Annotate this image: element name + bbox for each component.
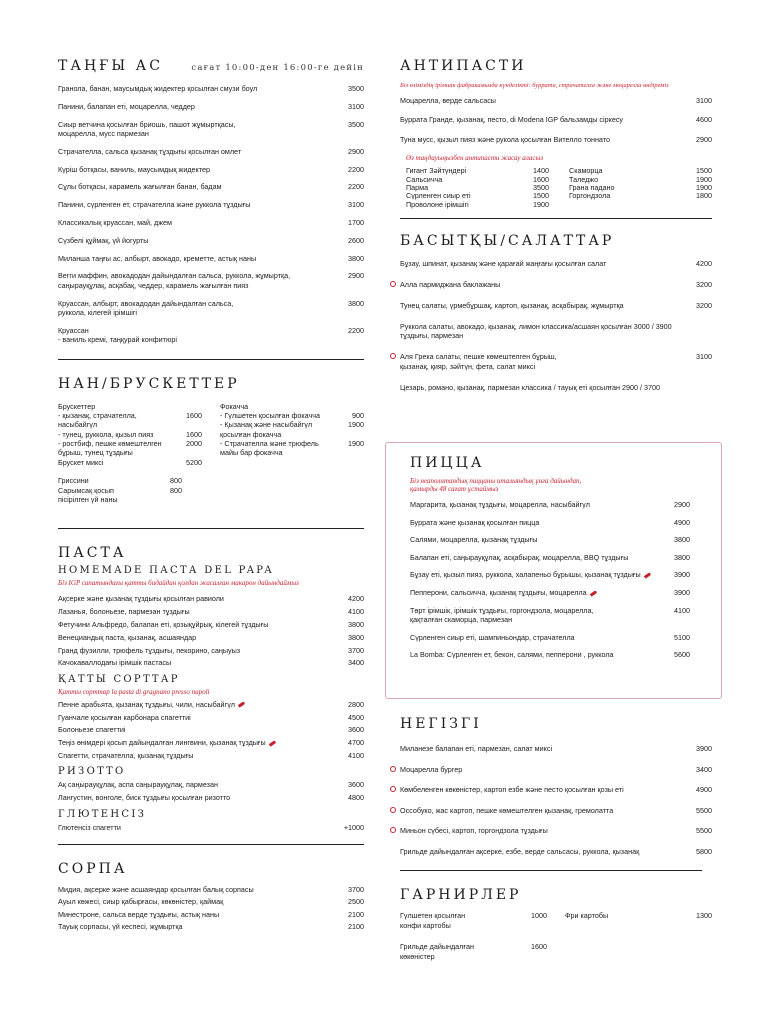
item-price: 3200	[696, 301, 712, 311]
list-item	[400, 115, 712, 124]
focaccia-title: Фокачча	[220, 401, 249, 411]
divider	[58, 844, 364, 845]
item-price: 4100	[674, 605, 690, 615]
sides-grid	[400, 911, 712, 973]
item-name: Лазанья, болоньезе, пармезан тұздығы	[58, 607, 190, 617]
item-name: Панини, балапан еті, моцарелла, чеддер	[58, 101, 195, 111]
list-item	[58, 254, 364, 263]
item-name: Пепперони, сальсичча, қызанақ тұздығы, моцарелла	[410, 588, 674, 597]
antipasti-list	[400, 96, 712, 144]
item-price: 2900	[348, 271, 364, 281]
breakfast-hours: сағат 10:00-ден 16:00-ге дейін	[191, 63, 364, 73]
item-name: Круассан - ваниль кремі, таңқурай конфитюрі	[58, 325, 177, 345]
item-name: Ақсерке және қызанақ тұздығы қосылған равиоли	[58, 594, 224, 604]
signature-mark-icon	[390, 353, 396, 359]
item-price: 4700	[348, 738, 364, 748]
pizza-title: ПИЦЦА	[410, 455, 485, 471]
item-name: Парма	[406, 183, 429, 193]
item-name: Лангустин, вонголе, биск тұздығы қосылған ризотто	[58, 793, 231, 803]
list-item	[58, 200, 364, 209]
item-name: Руккола салаты, авокадо, қызанақ, лимон классика/асшаян қосылған 3000 / 3900 тұздығы, пармезан	[400, 321, 672, 341]
item-name: - қызанақ, страчателла, насыбайгүл	[58, 410, 137, 430]
item-price: 3800	[674, 535, 690, 545]
list-item	[400, 942, 547, 961]
list-item	[58, 823, 364, 832]
item-price: 800	[170, 485, 182, 495]
item-price: 2200	[348, 164, 364, 174]
list-item	[410, 535, 690, 544]
list-item	[58, 700, 364, 709]
list-item	[58, 646, 364, 655]
list-item	[220, 420, 364, 439]
list-item	[400, 259, 712, 268]
list-item	[400, 280, 712, 289]
list-item	[410, 553, 690, 562]
divider	[400, 218, 712, 219]
list-item	[58, 620, 364, 629]
item-name: Сиыр ветчина қосылған бриошь, пашот жұмыртқасы, моцарелла, мусс пармезан	[58, 119, 236, 138]
antipasti-title: АНТИПАСТИ	[400, 58, 527, 74]
item-name: Гигант Зәйтүндері	[406, 166, 467, 176]
item-name: Болоньезе спагеттиі	[58, 725, 126, 735]
list-item	[400, 826, 712, 835]
sides-section	[400, 887, 712, 973]
list-item	[58, 793, 364, 802]
list-item	[58, 271, 364, 290]
item-price: 3100	[348, 200, 364, 210]
item-name: Салями, моцарелла, қызанақ тұздығы	[410, 535, 538, 545]
list-item	[58, 299, 364, 318]
item-price: 4900	[674, 517, 690, 527]
pizza-note-2: қамырды 48 сағат ұстаймыз	[410, 485, 499, 493]
item-name: Маргарита, қызанақ тұздығы, моцарелла, насыбайгүл	[410, 500, 590, 509]
list-item	[58, 326, 364, 345]
item-price: 4200	[348, 594, 364, 604]
item-price: 3700	[348, 645, 364, 655]
item-name: Грильде дайындалған көкөністер	[400, 942, 474, 961]
list-item	[410, 518, 690, 527]
item-price: 4200	[696, 259, 712, 269]
item-price: 3800	[348, 620, 364, 630]
item-price: 1900	[348, 439, 364, 449]
list-item	[400, 135, 712, 144]
bread-section	[58, 376, 364, 505]
list-item	[400, 301, 712, 310]
mains-title: НЕГІЗГІ	[400, 716, 482, 732]
soup-title: СОРПА	[58, 861, 128, 878]
item-price: 3700	[348, 885, 364, 895]
list-item	[58, 218, 364, 227]
item-name: Грана падано	[569, 183, 615, 193]
item-name: Вегги маффин, авокадодан дайындалған сальса, руккола, жұмыртқа, саңырауқұлақ, асқабақ, чеддер, карамель жағылған пияз	[58, 271, 291, 290]
list-item	[400, 322, 712, 341]
list-item	[58, 885, 364, 894]
item-name: Цезарь, романо, қызанақ, пармезан классика / тауық еті қосылған 2900 / 3700	[400, 382, 660, 392]
item-price: 3900	[696, 744, 712, 753]
list-item	[58, 780, 364, 789]
item-price: 1600	[533, 174, 549, 184]
focaccia-list	[220, 411, 364, 458]
pasta-title: ПАСТА	[58, 545, 127, 562]
list-item	[58, 439, 202, 458]
item-name: Скаморца	[569, 166, 603, 176]
item-price: 3500	[348, 119, 364, 129]
item-name: - Қызанақ және насыбайгүл қосылған фокачча	[220, 420, 313, 439]
item-price: 1900	[533, 199, 549, 209]
bruschetta-list	[58, 411, 202, 467]
list-item	[58, 120, 364, 139]
pizza-frame	[385, 442, 722, 699]
item-price: 3100	[696, 352, 712, 362]
item-price: +1000	[343, 822, 364, 832]
item-name: - тунец, руккола, қызыл пияз	[58, 429, 154, 439]
item-price: 5100	[674, 632, 690, 642]
item-name: Качокаваллодағы ірімшік пастасы	[58, 658, 172, 668]
homemade-list	[58, 594, 364, 667]
breakfast-title: ТАҢҒЫ АС	[58, 58, 163, 74]
chili-pepper-icon	[589, 590, 596, 596]
item-price: 5500	[696, 805, 712, 815]
list-item	[400, 806, 712, 815]
item-price: 3100	[696, 96, 712, 105]
item-name: Моцарелла, верде сальсасы	[400, 96, 496, 105]
item-price: 1300	[696, 911, 712, 921]
gluten-list	[58, 823, 364, 832]
item-price: 3900	[674, 587, 690, 597]
item-name: Аля Грека салаты, пешке көмештелген бұрыш, қызанақ, қияр, зәйтүн, фета, салат миксі	[400, 352, 557, 371]
signature-mark-icon	[390, 766, 396, 772]
item-name: Гриссини	[58, 476, 89, 486]
pizza-note: Біз неаполитандық пиццаны итальяндық ұнға дайындап,	[410, 477, 582, 485]
item-name: Балапан еті, саңырауқұлақ, асқабырақ, моцарелла, BBQ тұздығы	[410, 552, 629, 562]
item-name: Венециандық паста, қызанақ, асшаяндар	[58, 632, 197, 642]
list-item	[400, 847, 712, 856]
item-price: 4100	[348, 607, 364, 617]
item-price: 2200	[348, 182, 364, 192]
list-item	[410, 606, 690, 625]
breakfast-section	[58, 58, 364, 345]
signature-mark-icon	[390, 827, 396, 833]
soup-list	[58, 885, 364, 932]
item-name: Теңіз өнімдері қосып дайындалған лингвини, қызанақ тұздығы	[58, 738, 348, 747]
list-item	[220, 439, 364, 458]
item-price: 1500	[533, 191, 549, 201]
item-name: Пенне арабьята, қызанақ тұздығы, чили, насыбайгүл	[58, 700, 348, 709]
pasta-section	[58, 545, 364, 832]
item-name: Сүзбелі құймақ, үй йогурты	[58, 235, 149, 245]
list-item	[58, 922, 364, 931]
item-name: Гранола, банан, маусымдық жидектер қосылған смузи боул	[58, 84, 258, 93]
item-price: 2000	[186, 439, 202, 449]
list-item	[58, 607, 364, 616]
item-name: Алла пармиджана баклажаны	[400, 280, 501, 290]
sides-left-list	[400, 911, 565, 973]
item-price: 3500	[533, 183, 549, 193]
item-name: Фетучини Альфредо, балапан еті, қозықұйрық, кілегей тұздығы	[58, 620, 269, 630]
list-item	[410, 500, 690, 509]
item-name: Сарымсақ қосып пісірілген үй наны	[58, 485, 118, 505]
item-name: Фри картобы	[565, 911, 609, 921]
list-item	[565, 911, 712, 920]
custom-left-list	[406, 166, 569, 208]
item-price: 2500	[348, 897, 364, 907]
item-name: Минестроне, сальса верде тұздығы, астық наны	[58, 909, 220, 919]
antipasti-note: Біз өзіміздің ірімшік фабрикамызда күнделікті: буррата, страчателла және моцарелла өндіреміз	[400, 82, 669, 89]
list-item	[58, 147, 364, 156]
item-name: Оссобуко, жас картоп, пешке көмештелген қызанақ, гремолатта	[400, 805, 614, 815]
item-name: Бұзау, шпинат, қызанақ және қарағай жаңғағы қосылған салат	[400, 259, 607, 269]
item-name: Горгондзола	[569, 191, 611, 201]
list-item	[58, 236, 364, 245]
item-price: 2800	[348, 699, 364, 709]
list-item	[58, 751, 364, 760]
item-price: 3800	[348, 298, 364, 308]
signature-mark-icon	[390, 807, 396, 813]
pizza-list	[410, 500, 690, 660]
hard-list	[58, 700, 364, 761]
item-name: Буррата Гранде, қызанақ, песто, di Modena IGP бальзамды сіркесу	[400, 115, 624, 125]
item-name: Ауыл көжесі, сиыр қабырғасы, көкөністер, қаймақ	[58, 897, 224, 907]
risotto-title: РИЗОТТО	[58, 766, 126, 778]
list-item	[58, 458, 202, 467]
salads-list	[400, 259, 712, 392]
item-price: 5200	[186, 457, 202, 467]
list-item	[58, 897, 364, 906]
item-name: Туна мусс, қызыл пияз және рукола қосылған Вителло тоннато	[400, 134, 610, 144]
item-price: 1500	[696, 166, 712, 176]
item-price: 2900	[696, 134, 712, 144]
antipasti-section	[400, 58, 712, 208]
item-price: 4800	[348, 793, 364, 803]
item-price: 3800	[674, 552, 690, 562]
list-item	[58, 713, 364, 722]
item-name: Көмбеленген көкөністер, картоп езбе және песто қосылған қозы еті	[400, 785, 624, 795]
item-name: La Bomba: Сүрленген ет, бекон, салями, пепперони , руккола	[410, 650, 614, 660]
item-price: 2900	[348, 146, 364, 156]
custom-note: Өз таңдауыңызбен антипасти жасау аласыз	[406, 154, 544, 163]
list-item	[410, 633, 690, 642]
item-name: Сальсичча	[406, 174, 443, 184]
risotto-list	[58, 780, 364, 802]
signature-mark-icon	[390, 786, 396, 792]
item-name: Страчателла, сальса қызанақ тұздығы қосылған омлет	[58, 146, 242, 156]
left-column	[58, 58, 364, 935]
item-name: Грильде дайындалған ақсерке, езбе, верде сальсасы, руккола, қызанақ	[400, 846, 640, 856]
list-item	[400, 785, 712, 794]
soup-section	[58, 861, 364, 932]
list-item	[58, 476, 182, 485]
breakfast-list	[58, 84, 364, 345]
item-price: 1600	[186, 410, 202, 420]
list-item	[58, 725, 364, 734]
focaccia-block	[220, 402, 364, 505]
item-price: 3500	[348, 84, 364, 93]
list-item	[410, 570, 690, 579]
item-name: - Гүлшетен қосылған фокачча	[220, 410, 320, 420]
item-price: 1900	[696, 183, 712, 193]
list-item	[58, 430, 202, 439]
list-item	[400, 352, 712, 371]
homemade-title: HOMEMADE ПАСТА DEL PAPA	[58, 565, 274, 577]
item-price: 5800	[696, 846, 712, 856]
divider	[400, 870, 702, 871]
custom-right-list	[569, 166, 712, 208]
item-price: 800	[170, 476, 182, 486]
list-item	[58, 738, 364, 747]
item-name: Гранд фузилли, трюфель тұздығы, пекорино, саңыуыз	[58, 645, 241, 655]
item-name: Спагетти, страчателла, қызанақ тұздығы	[58, 751, 194, 761]
item-price: 3100	[348, 101, 364, 111]
item-name: Брускет миксі	[58, 457, 104, 467]
item-name: Классикалық круассан, май, джем	[58, 217, 172, 227]
list-item	[400, 383, 712, 392]
item-price: 900	[352, 410, 364, 420]
item-price: 4100	[348, 751, 364, 761]
list-item	[58, 910, 364, 919]
bread-title: НАН/БРУСКЕТТЕР	[58, 375, 240, 392]
item-price: 3600	[348, 780, 364, 790]
bread-grid	[58, 402, 364, 505]
item-name: Бұзау еті, қызыл пияз, руккола, халапеньо бұрышы, қызанақ тұздығы	[410, 570, 674, 579]
list-item	[58, 411, 202, 430]
bruschetta-block	[58, 402, 220, 505]
item-price: 3400	[696, 764, 712, 774]
item-price: 1600	[186, 429, 202, 439]
item-price: 2100	[348, 922, 364, 932]
right-column	[400, 58, 712, 404]
item-name: Сүрленген сиыр еті	[406, 191, 471, 201]
item-name: Глютенсіз спагетти	[58, 822, 121, 832]
item-name: Миньон сүбесі, картоп, горгондзола тұздығы	[400, 826, 548, 836]
chili-pepper-icon	[238, 702, 245, 708]
item-name: Миланша таңғы ас, албырт, авокадо, креметте, астық наны	[58, 253, 257, 263]
item-price: 5600	[674, 650, 690, 660]
chili-pepper-icon	[269, 740, 276, 746]
item-name: Төрт ірімшік, ірімшік тұздығы, горгондзола, моцарелла, қақталған скаморца, пармезан	[410, 605, 594, 624]
sides-title: ГАРНИРЛЕР	[400, 887, 522, 904]
list-item	[400, 765, 712, 774]
item-name: Сүрленген сиыр еті, шампиньондар, страчателла	[410, 632, 575, 642]
item-price: 3200	[696, 280, 712, 290]
item-price: 3900	[674, 570, 690, 580]
item-price: 2100	[348, 909, 364, 919]
item-name: - Страчателла және трюфель майы бар фокачча	[220, 439, 319, 458]
item-name: Миланезе балапан еті, пармезан, салат миксі	[400, 744, 553, 753]
item-price: 2200	[348, 325, 364, 335]
item-price: 5500	[696, 826, 712, 836]
item-name: Таледжо	[569, 174, 599, 184]
item-name: Проволоне ірімшігі	[406, 199, 469, 209]
item-price: 3800	[348, 253, 364, 263]
item-price: 4900	[696, 785, 712, 795]
item-name: Гүлшетен қосылған конфи картобы	[400, 911, 466, 930]
list-item	[58, 594, 364, 603]
salads-section	[400, 233, 712, 392]
item-price: 2900	[674, 500, 690, 509]
item-name: Тауық сорпасы, үй кеспесі, жұмыртқа	[58, 922, 183, 932]
chili-pepper-icon	[643, 572, 650, 578]
list-item	[58, 84, 364, 93]
salads-title: БАСЫТҚЫ/САЛАТТАР	[400, 233, 615, 250]
item-name: Мидия, ақсерке және асшаяндар қосылған балық сорпасы	[58, 885, 254, 895]
item-price: 1400	[533, 166, 549, 176]
pizza-section	[410, 455, 690, 668]
hard-title: ҚАТТЫ СОРТТАР	[58, 673, 180, 685]
item-price: 1000	[531, 911, 547, 921]
list-item	[220, 411, 364, 420]
item-name: Күріш ботқасы, ваниль, маусымдық жидектер	[58, 164, 210, 174]
item-price: 4600	[696, 115, 712, 125]
list-item	[406, 200, 549, 209]
list-item	[400, 96, 712, 105]
item-price: 1900	[348, 420, 364, 430]
homemade-note: Біз IGP сапатындағы қатты бидайдан қолдан жасалған макарон дайындаймыз	[58, 579, 299, 588]
item-price: 1700	[348, 217, 364, 227]
item-price: 3800	[348, 632, 364, 642]
mains-section	[400, 716, 712, 856]
list-item	[58, 182, 364, 191]
item-name: - ростбиф, пешке көмештелген бұрыш, тунец тұздығы	[58, 439, 162, 458]
item-price: 2600	[348, 235, 364, 245]
item-name: Панини, сүрленген ет, страчателла және руккола тұздығы	[58, 200, 251, 210]
item-name: Тунец салаты, үрмебұршақ, картоп, қызанақ, асқабырақ, жұмыртқа	[400, 301, 624, 311]
custom-grid	[400, 166, 712, 208]
item-name: Гуанчале қосылған карбонара спагеттиі	[58, 712, 191, 722]
list-item	[58, 658, 364, 667]
item-name: Моцарелла бургер	[400, 764, 463, 774]
sides-right-list	[565, 911, 712, 973]
divider	[58, 528, 364, 529]
item-name: Сұлы ботқасы, карамель жағылған банан, бадам	[58, 182, 222, 192]
hard-note: Қатты сорттар la pasta di gragnano presso napoli	[58, 687, 210, 696]
right-lower-column	[400, 716, 712, 973]
list-item	[400, 911, 547, 930]
item-name: Ақ саңырауқұлақ, аспа саңырауқұлақ, пармезан	[58, 780, 218, 790]
item-name: Буррата және қызанақ қосылған пицца	[410, 517, 540, 527]
item-price: 4500	[348, 712, 364, 722]
gluten-title: ГЛЮТЕНСІЗ	[58, 808, 147, 820]
list-item	[58, 486, 182, 505]
divider	[58, 359, 364, 360]
list-item	[410, 650, 690, 659]
signature-mark-icon	[390, 281, 396, 287]
mains-list	[400, 744, 712, 856]
list-item	[58, 102, 364, 111]
item-price: 3600	[348, 725, 364, 735]
list-item	[410, 588, 690, 597]
bruschetta-title: Брускеттер	[58, 401, 96, 411]
list-item	[400, 744, 712, 753]
item-name: Круассан, албырт, авокадодан дайындалған сальса, руккола, кілегей ірімшігі	[58, 298, 234, 317]
list-item	[58, 633, 364, 642]
item-price: 1900	[696, 174, 712, 184]
item-price: 1800	[696, 191, 712, 201]
item-price: 1600	[531, 942, 547, 952]
list-item	[569, 191, 712, 200]
list-item	[58, 165, 364, 174]
item-price: 3400	[348, 658, 364, 668]
